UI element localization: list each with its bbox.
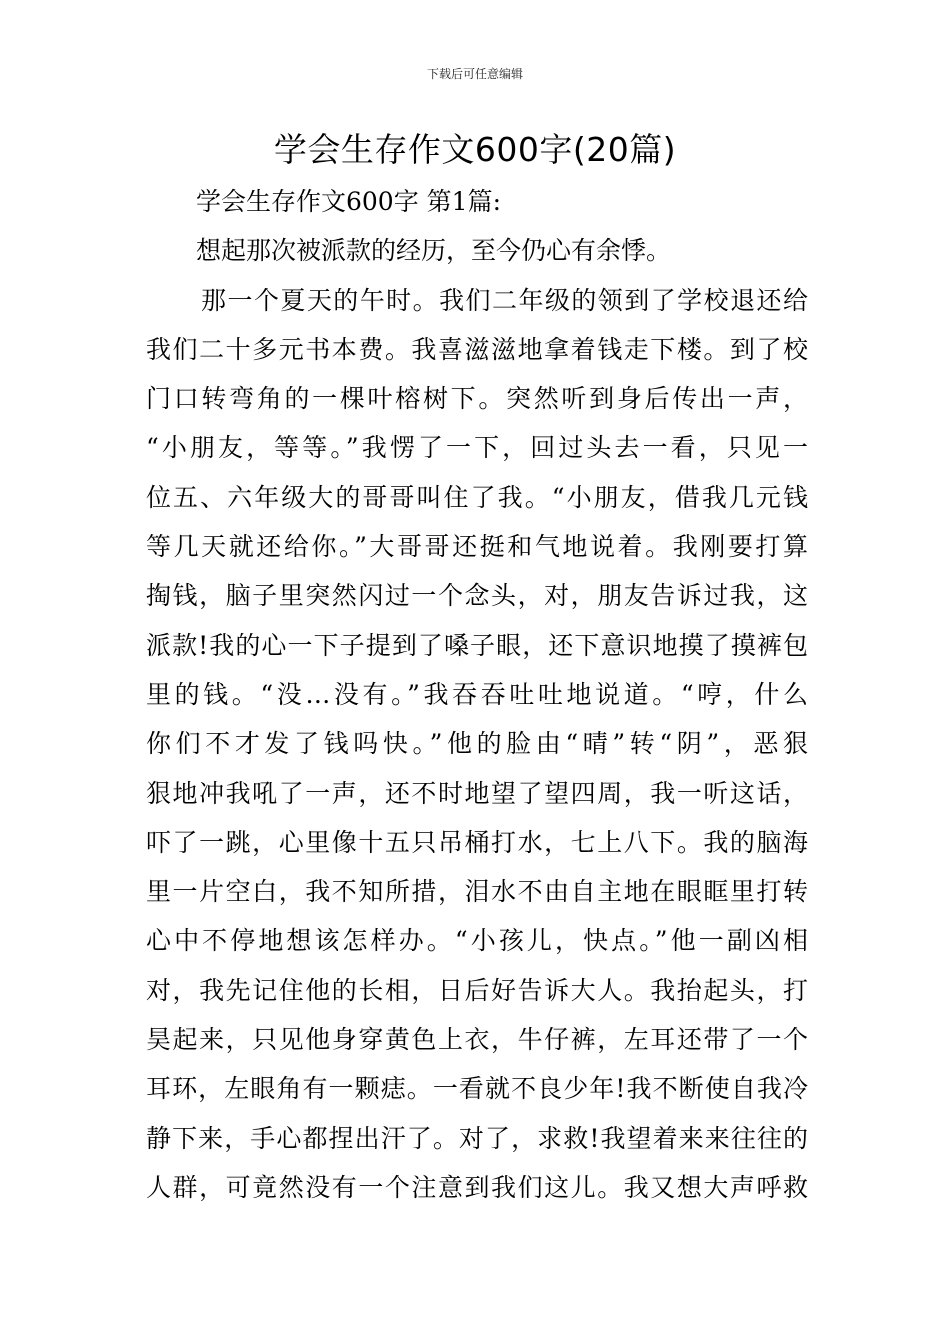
paragraph-line: 昊起来，只见他身穿黄色上衣，牛仔裤，左耳还带了一个 bbox=[146, 1025, 808, 1055]
document-body bbox=[146, 177, 808, 1212]
paragraph-line: 我们二十多元书本费。我喜滋滋地拿着钱走下楼。到了校 bbox=[146, 334, 808, 364]
paragraph-line: 静下来，手心都捏出汗了。对了，求救!我望着来来往往的 bbox=[146, 1123, 808, 1153]
paragraph-line: 那一个夏天的午时。我们二年级的领到了学校退还给 bbox=[201, 285, 808, 315]
paragraph-line: 想起那次被派款的经历，至今仍心有余悸。 bbox=[196, 236, 672, 266]
paragraph-line: 位五、六年级大的哥哥叫住了我。“小朋友，借我几元钱 bbox=[146, 482, 808, 512]
essay-subtitle: 学会生存作文600字 第1篇: bbox=[196, 187, 501, 216]
paragraph-line: 耳环，左眼角有一颗痣。一看就不良少年!我不断使自我冷 bbox=[146, 1074, 808, 1104]
paragraph-line: “小朋友，等等。”我愣了一下，回过头去一看，只见一 bbox=[146, 433, 808, 463]
paragraph-line: 等几天就还给你。”大哥哥还挺和气地说着。我刚要打算 bbox=[146, 532, 808, 562]
paragraph-line: 狠地冲我吼了一声，还不时地望了望四周，我一听这话， bbox=[146, 778, 808, 808]
paragraph-line: 心中不停地想该怎样办。“小孩儿，快点。”他一副凶相 bbox=[146, 926, 808, 956]
paragraph-line: 里一片空白，我不知所措，泪水不由自主地在眼眶里打转 bbox=[146, 877, 808, 907]
paragraph-line: 对，我先记住他的长相，日后好告诉大人。我抬起头，打 bbox=[146, 975, 808, 1005]
paragraph-line: 掏钱，脑子里突然闪过一个念头，对，朋友告诉过我，这 bbox=[146, 581, 808, 611]
paragraph-line: 里的钱。“没…没有。”我吞吞吐吐地说道。“哼，什么 bbox=[146, 679, 808, 709]
paragraph-line: 门口转弯角的一棵叶榕树下。突然听到身后传出一声， bbox=[146, 384, 808, 414]
paragraph-line: 你们不才发了钱吗快。”他的脸由“晴”转“阴”，恶狠 bbox=[146, 729, 808, 759]
paragraph-line: 吓了一跳，心里像十五只吊桶打水，七上八下。我的脑海 bbox=[146, 827, 808, 857]
paragraph-line: 人群，可竟然没有一个注意到我们这儿。我又想大声呼救 bbox=[146, 1172, 808, 1202]
document-title: 学会生存作文600字(20篇) bbox=[273, 130, 677, 169]
paragraph-line: 派款!我的心一下子提到了嗓子眼，还下意识地摸了摸裤包 bbox=[146, 630, 808, 660]
header-note: 下载后可任意编辑 bbox=[426, 67, 523, 81]
